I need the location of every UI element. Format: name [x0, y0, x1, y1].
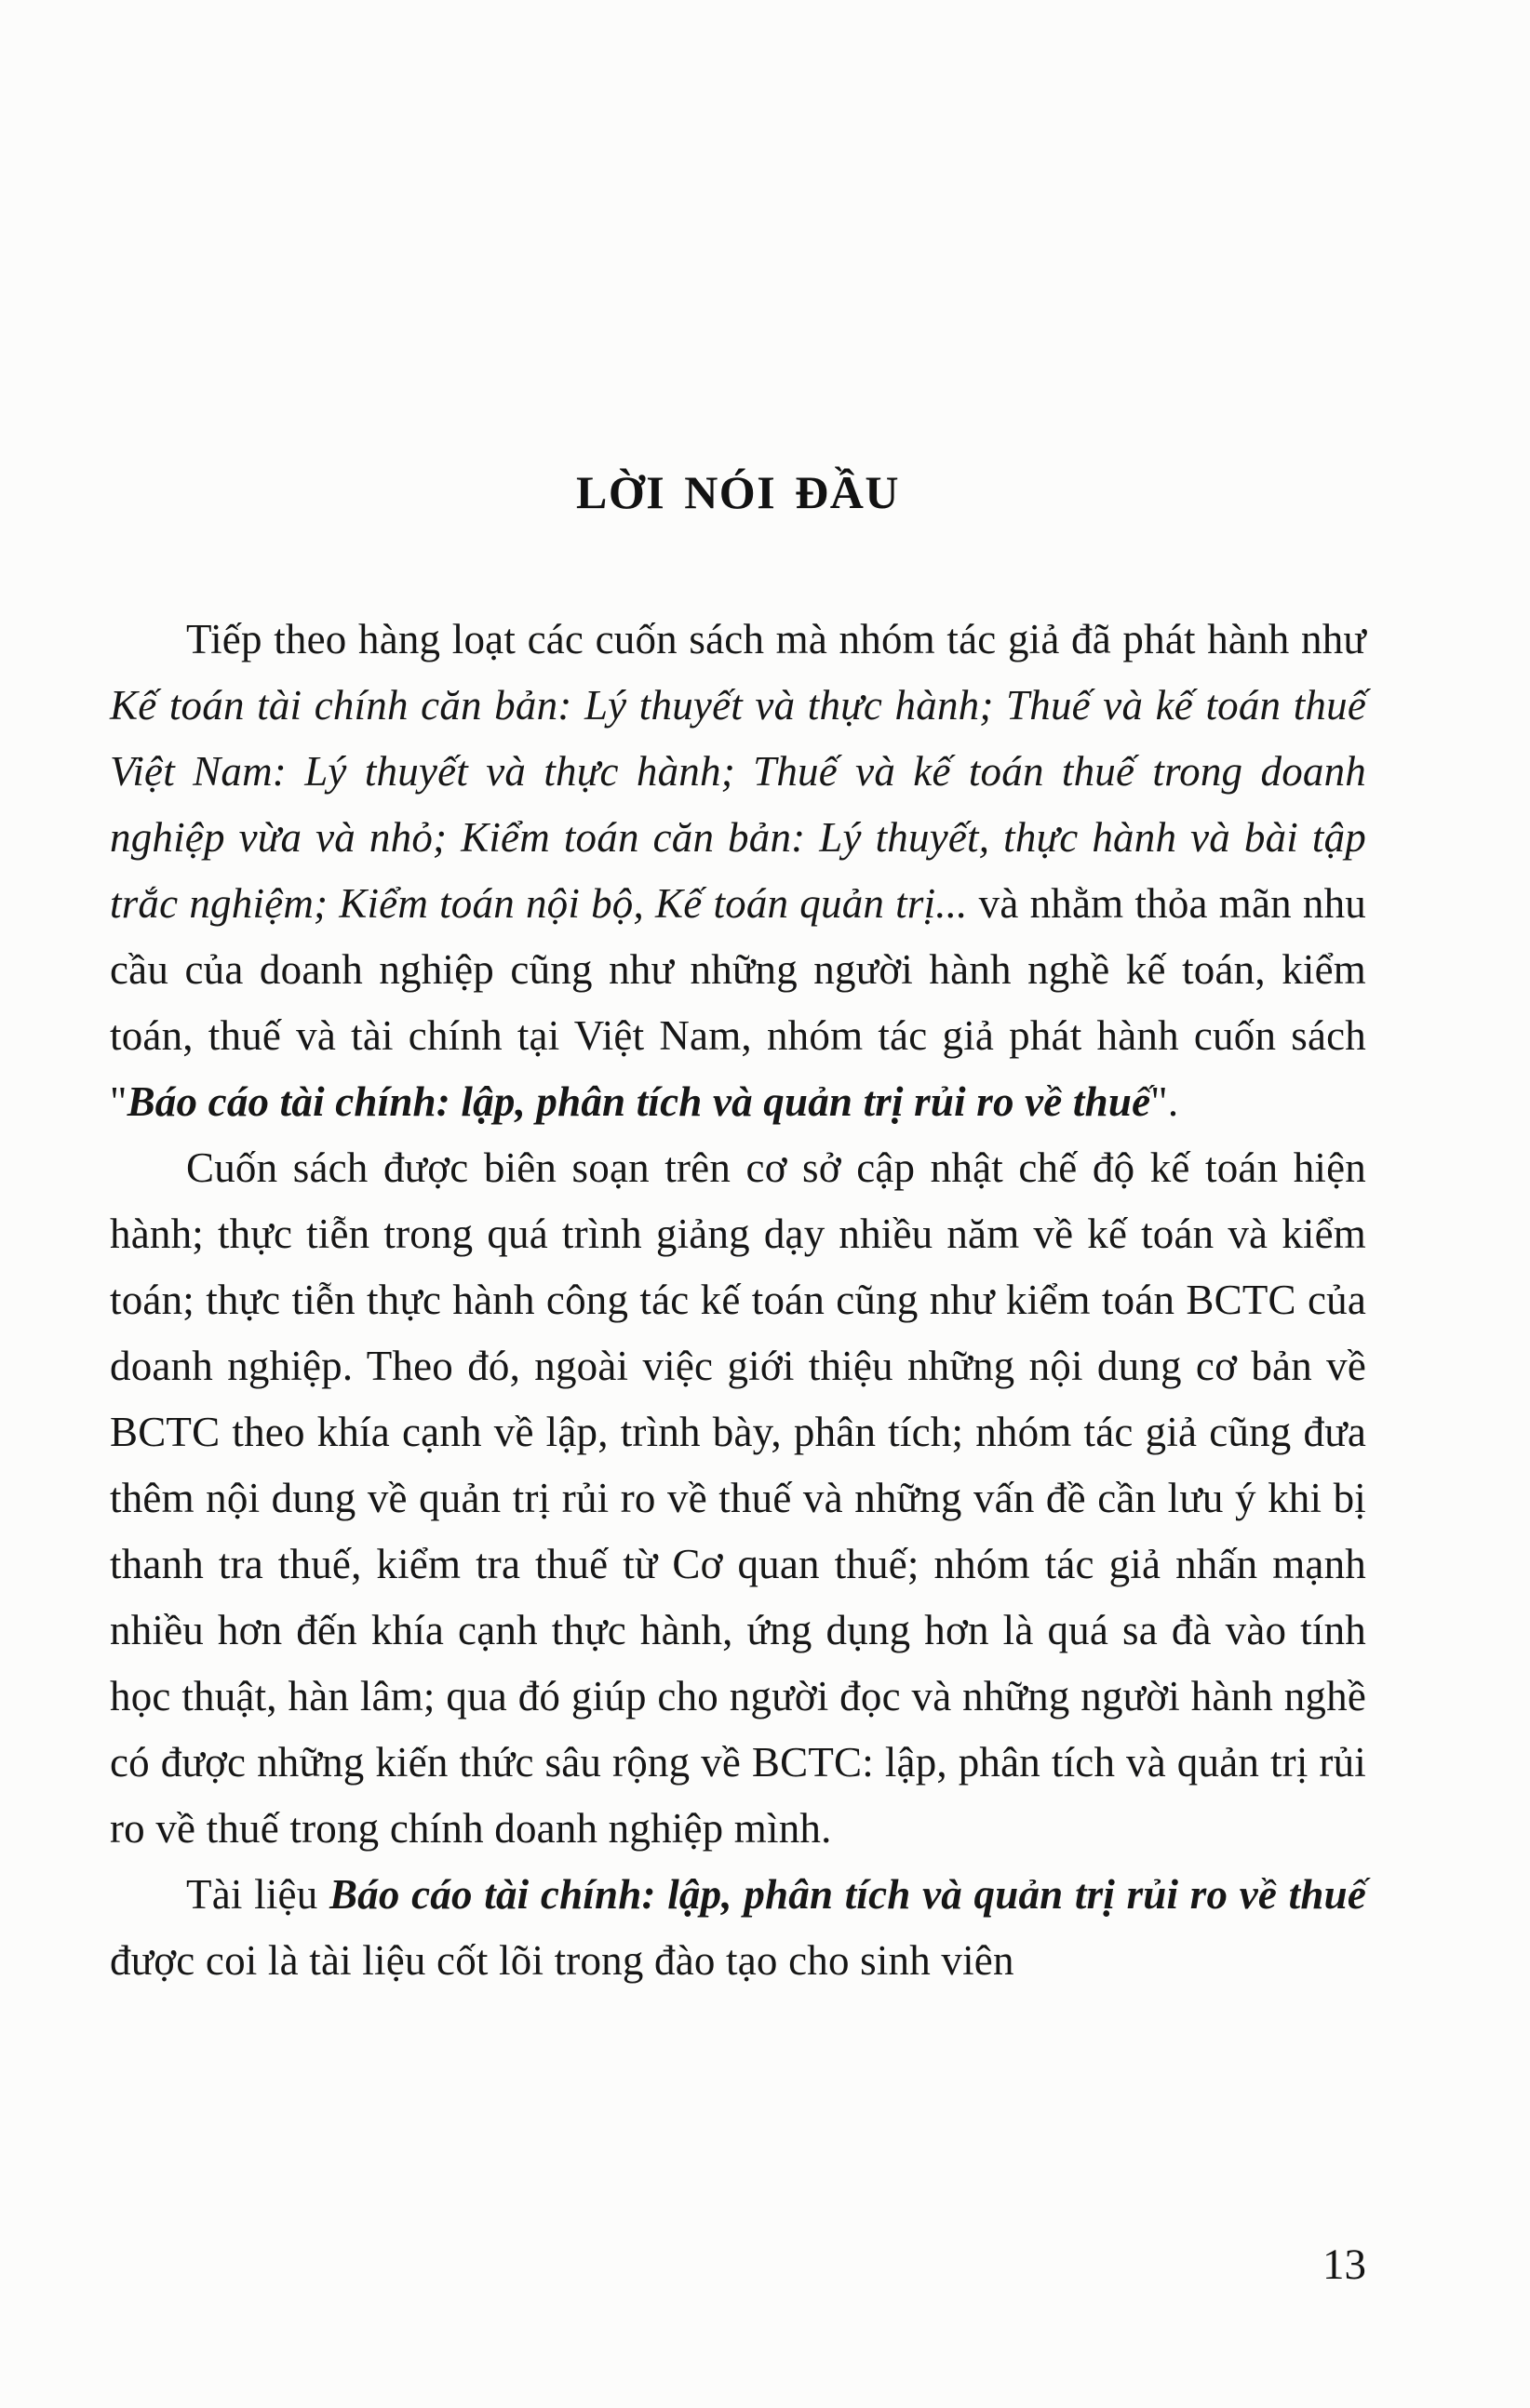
page-title: LỜI NÓI ĐẦU — [576, 466, 900, 518]
text-run: Tiếp theo hàng loạt các cuốn sách mà nhóm tác giả đã phát hành như — [186, 616, 1366, 662]
paragraph — [110, 607, 1366, 1135]
page-content — [110, 607, 1366, 1994]
text-run: Tài liệu — [186, 1871, 329, 1918]
text-run: và nhằm thỏa mãn nhu cầu của doanh nghiệp cũng như những người hành nghề kế toán, kiểm toán, thuế và tài chính tại Việt Nam, nhóm tác giả phát hành cuốn sách " — [110, 880, 1366, 1125]
text-run: được coi là tài liệu cốt lõi trong đào tạo cho sinh viên — [110, 1937, 1014, 1984]
book-title-run: Báo cáo tài chính: lập, phân tích và quản trị rủi ro về thuế — [127, 1078, 1151, 1125]
paragraph — [110, 1135, 1366, 1862]
book-title-run: Báo cáo tài chính: lập, phân tích và quản trị rủi ro về thuế — [329, 1871, 1366, 1918]
paragraph — [110, 1862, 1366, 1994]
page-number: 13 — [1322, 2241, 1366, 2289]
text-run-italic: Kế toán tài chính căn bản: Lý thuyết và thực hành; Thuế và kế toán thuế Việt Nam: Lý thuyết và thực hành; Thuế và kế toán thuế trong doanh nghiệp vừa và nhỏ; Kiểm toán căn bản: Lý thuyết, thực hành và bài tập trắc nghiệm; Kiểm toán nội bộ, Kế toán quản trị... — [110, 682, 1366, 927]
text-run: ". — [1150, 1078, 1179, 1125]
text-run: Cuốn sách được biên soạn trên cơ sở cập nhật chế độ kế toán hiện hành; thực tiễn trong quá trình giảng dạy nhiều năm về kế toán và kiểm toán; thực tiễn thực hành công tác kế toán cũng như kiểm toán BCTC của doanh nghiệp. Theo đó, ngoài việc giới thiệu những nội dung cơ bản về BCTC theo khía cạnh về lập, trình bày, phân tích; nhóm tác giả cũng đưa thêm nội dung về quản trị rủi ro về thuế và những vấn đề cần lưu ý khi bị thanh tra thuế, kiểm tra thuế từ Cơ quan thuế; nhóm tác giả nhấn mạnh nhiều hơn đến khía cạnh thực hành, ứng dụng hơn là quá sa đà vào tính học thuật, hàn lâm; qua đó giúp cho người đọc và những người hành nghề có được những kiến thức sâu rộng về BCTC: lập, phân tích và quản trị rủi ro về thuế trong chính doanh nghiệp mình. — [110, 1144, 1366, 1852]
